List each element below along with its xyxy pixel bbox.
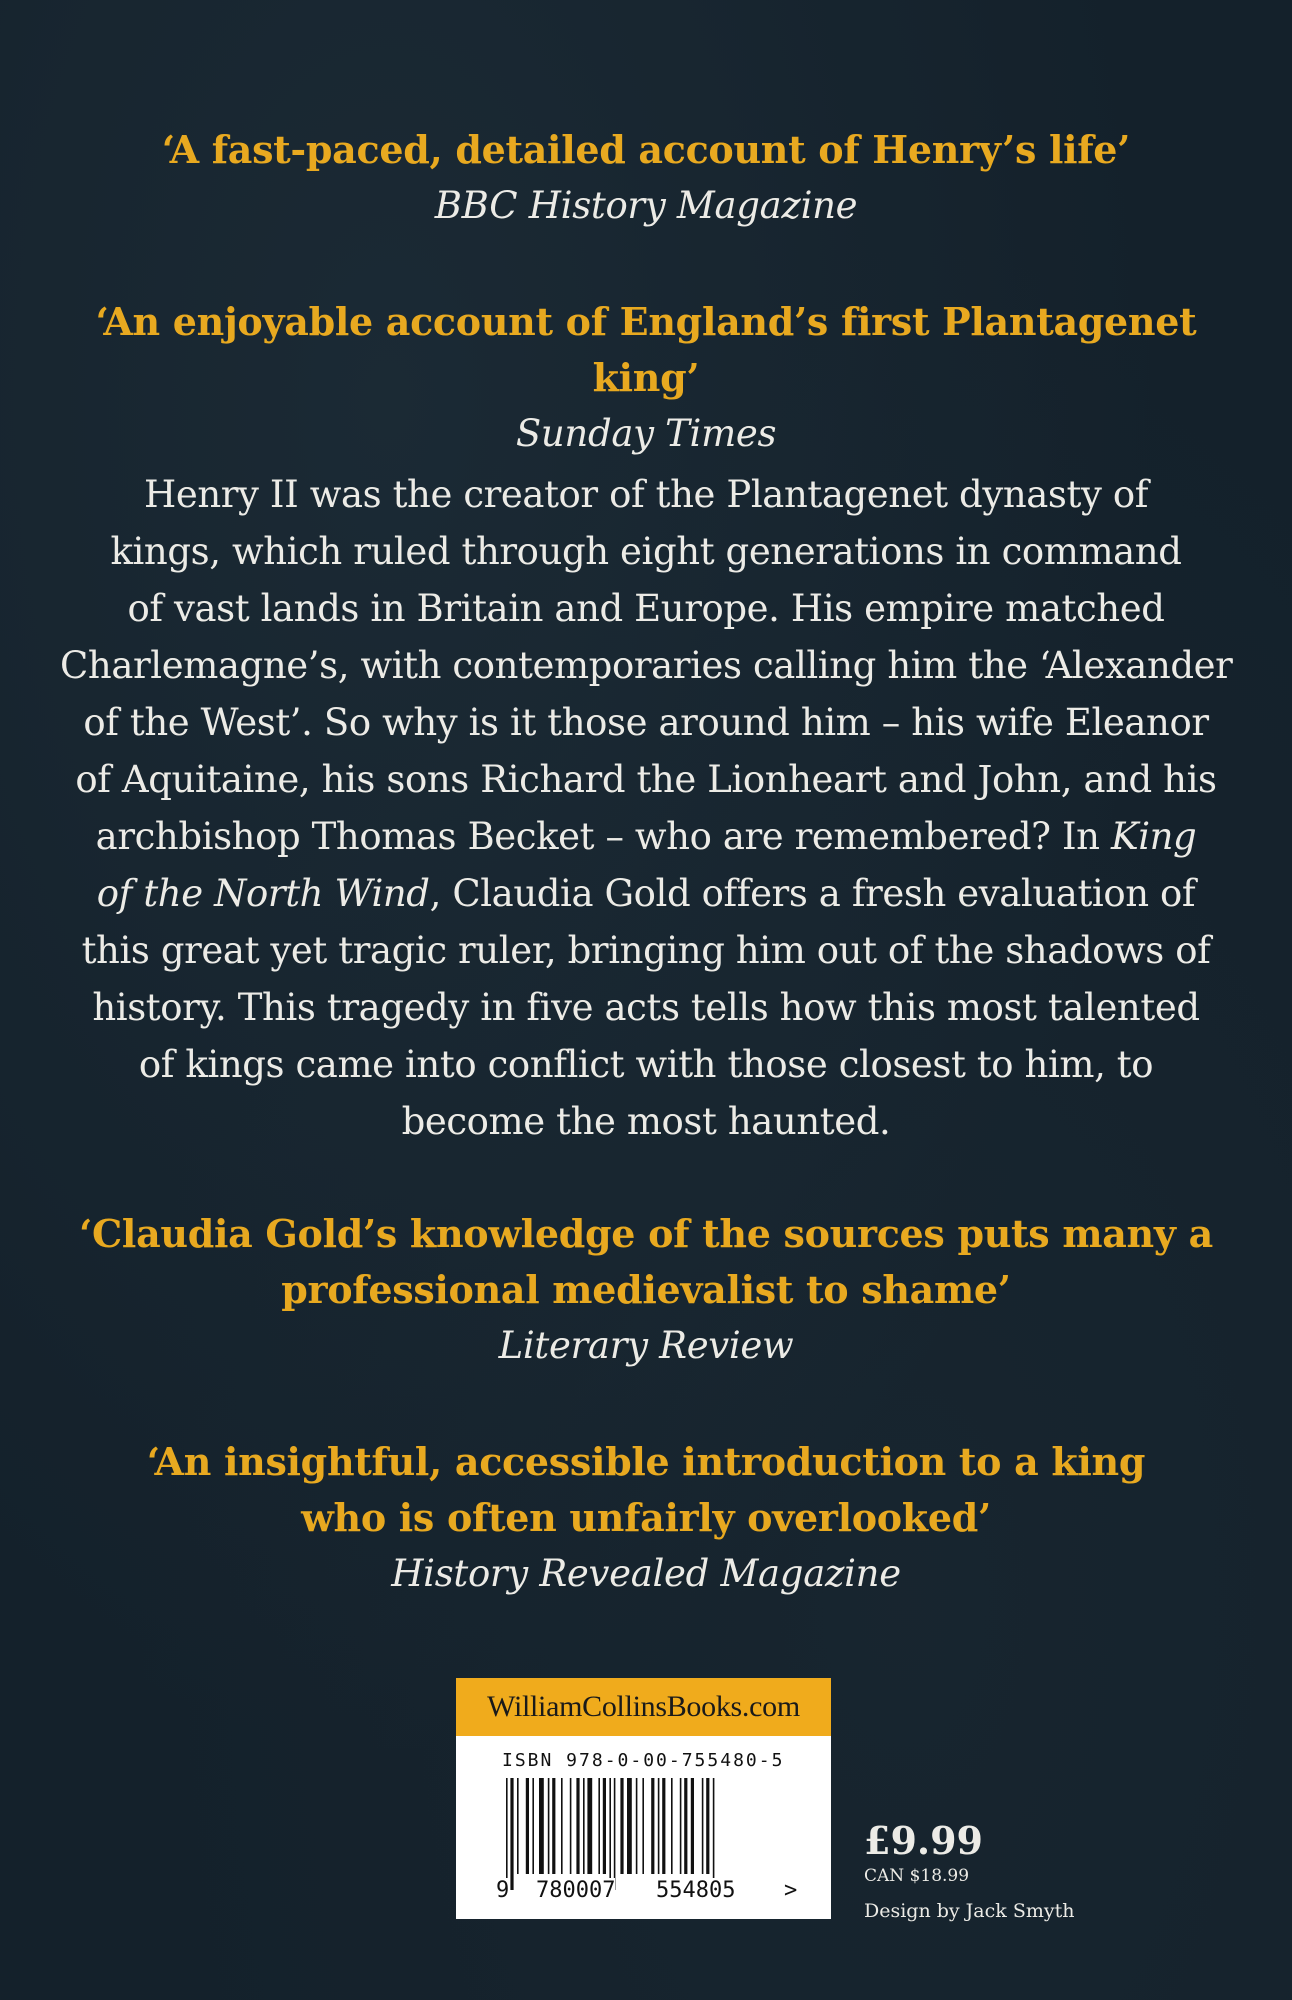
barcode-digit-group: 554805 <box>656 1878 736 1903</box>
review-quote-literary-review <box>60 1206 1232 1374</box>
quote-source: BBC History Magazine <box>434 184 858 227</box>
barcode-bar <box>526 1778 529 1874</box>
blurb-line: kings, which ruled through eight generations in command <box>110 530 1182 573</box>
price-canada: CAN $18.99 <box>864 1866 970 1886</box>
blurb-line: this great yet tragic ruler, bringing him out of the shadows of <box>81 929 1211 972</box>
blurb-line <box>60 865 1232 922</box>
barcode-digit-first: 9 <box>496 1878 510 1903</box>
barcode-bar <box>532 1778 534 1874</box>
barcode-bar <box>702 1778 704 1874</box>
book-description <box>60 466 1232 1150</box>
barcode-bar <box>570 1778 572 1874</box>
quote-text: ‘Claudia Gold’s knowledge of the sources puts many a <box>79 1211 1213 1256</box>
quote-source: Sunday Times <box>515 412 777 455</box>
quote-text: ‘An enjoyable account of England’s first Plantagenet king’ <box>95 299 1197 400</box>
barcode-bar <box>706 1778 709 1874</box>
barcode-bar <box>713 1778 715 1890</box>
barcode-bar <box>658 1778 660 1874</box>
quote-source: History Revealed Magazine <box>391 1552 901 1595</box>
barcode-bar <box>609 1778 611 1890</box>
blurb-line <box>60 808 1232 865</box>
barcode-bar <box>651 1778 654 1874</box>
barcode-bar <box>561 1778 563 1874</box>
quote-text: ‘A fast-paced, detailed account of Henry’s life’ <box>161 127 1131 172</box>
blurb-line: of vast lands in Britain and Europe. His empire matched <box>127 587 1165 630</box>
quote-text: ‘An insightful, accessible introduction to a king <box>146 1439 1146 1484</box>
blurb-line: Henry II was the creator of the Plantagenet dynasty of <box>143 473 1149 516</box>
book-title-italic: of the North Wind <box>96 872 430 915</box>
barcode-bar <box>627 1778 632 1874</box>
quote-source: Literary Review <box>498 1324 794 1367</box>
barcode-bar <box>517 1778 519 1874</box>
blurb-line: of the West’. So why is it those around him – his wife Eleanor <box>83 701 1209 744</box>
book-title-italic: King <box>1110 815 1197 858</box>
barcode-bar <box>548 1778 550 1874</box>
publisher-website: WilliamCollinsBooks.com <box>456 1678 831 1736</box>
barcode-bar <box>614 1778 616 1890</box>
blurb-line: Charlemagne’s, with contemporaries calling him the ‘Alexander <box>60 644 1233 687</box>
blurb-text: archbishop Thomas Becket – who are remembered? In <box>95 815 1111 858</box>
blurb-line: of Aquitaine, his sons Richard the Lionheart and John, and his <box>75 758 1217 801</box>
blurb-line: become the most haunted. <box>401 1100 891 1143</box>
barcode-bar <box>642 1778 644 1874</box>
barcode-bar <box>576 1778 579 1874</box>
barcode-digit-group: 780007 <box>536 1878 616 1903</box>
barcode-icon <box>496 1778 796 1890</box>
review-quote-sunday-times <box>60 294 1232 462</box>
price-uk: £9.99 <box>864 1818 983 1863</box>
barcode-bar <box>671 1778 673 1874</box>
barcode-bar <box>506 1778 508 1890</box>
barcode-bar <box>636 1778 638 1874</box>
barcode-arrow: > <box>784 1878 798 1903</box>
blurb-line: history. This tragedy in five acts tells how this most talented <box>92 986 1200 1029</box>
quote-text: who is often unfairly overlooked’ <box>301 1495 991 1540</box>
barcode-bar <box>583 1778 585 1874</box>
barcode-panel <box>456 1678 831 1919</box>
barcode-bar <box>662 1778 665 1874</box>
barcode-bar <box>552 1778 555 1874</box>
blurb-line: of kings came into conflict with those closest to him, to <box>138 1043 1154 1086</box>
barcode-bar <box>684 1778 687 1874</box>
isbn-text: ISBN 978-0-00-755480-5 <box>502 1750 785 1771</box>
barcode-bar <box>587 1778 592 1874</box>
barcode-bar <box>603 1778 606 1874</box>
review-quote-history-revealed <box>60 1434 1232 1602</box>
barcode-bar <box>691 1778 694 1874</box>
barcode-bar <box>680 1778 682 1874</box>
review-quote-bbc <box>60 122 1232 234</box>
barcode-bar <box>539 1778 544 1874</box>
blurb-text: , Claudia Gold offers a fresh evaluation of <box>429 872 1196 915</box>
barcode-bar <box>510 1778 513 1890</box>
design-credit: Design by Jack Smyth <box>864 1900 1075 1922</box>
quote-text: professional medievalist to shame’ <box>281 1267 1011 1312</box>
barcode-bar <box>598 1778 600 1874</box>
barcode-bar <box>620 1778 623 1874</box>
